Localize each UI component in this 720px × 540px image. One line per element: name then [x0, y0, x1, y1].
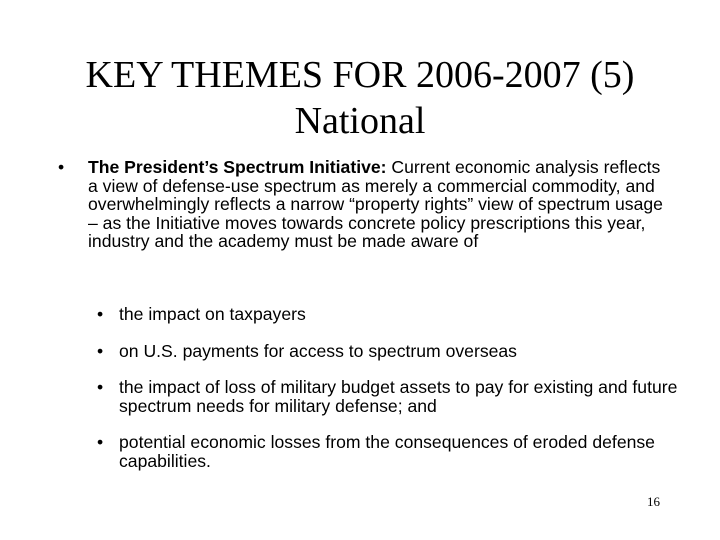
- bullet-icon: •: [97, 304, 104, 324]
- main-bullet-body: [88, 158, 668, 251]
- sub-bullet-item: [97, 305, 687, 324]
- bullet-icon: •: [97, 432, 104, 453]
- sub-bullet-list: [97, 305, 687, 489]
- sub-bullet-text: the impact of loss of military budget assets to pay for existing and future spectrum needs for military defense; and: [119, 377, 678, 416]
- slide-title-line-2: National: [294, 100, 426, 142]
- main-bullet-lead: The President’s Spectrum Initiative:: [88, 157, 387, 177]
- main-bullet: [58, 158, 668, 251]
- sub-bullet-item: [97, 378, 687, 415]
- sub-bullet-text: potential economic losses from the consequences of eroded defense capabilities.: [119, 432, 655, 471]
- sub-bullet-text: on U.S. payments for access to spectrum overseas: [119, 340, 517, 361]
- bullet-icon: •: [58, 157, 65, 177]
- bullet-icon: •: [97, 340, 104, 361]
- sub-bullet-text: the impact on taxpayers: [119, 304, 306, 324]
- main-bullet-text: Current economic analysis reflects a view of defense-use spectrum as merely a commercial commodity, and overwhelmingly reflects a narrow “property rights” view of spectrum usage – as the Initiative moves towards concrete policy prescriptions this year, industry and the academy must be made aware of: [88, 157, 663, 252]
- page-number: 16: [647, 494, 660, 509]
- sub-bullet-item: [97, 433, 687, 470]
- bullet-icon: •: [97, 377, 104, 398]
- sub-bullet-item: [97, 342, 687, 361]
- slide-title: [40, 52, 680, 144]
- slide-title-line-1: KEY THEMES FOR 2006-2007 (5): [85, 54, 635, 96]
